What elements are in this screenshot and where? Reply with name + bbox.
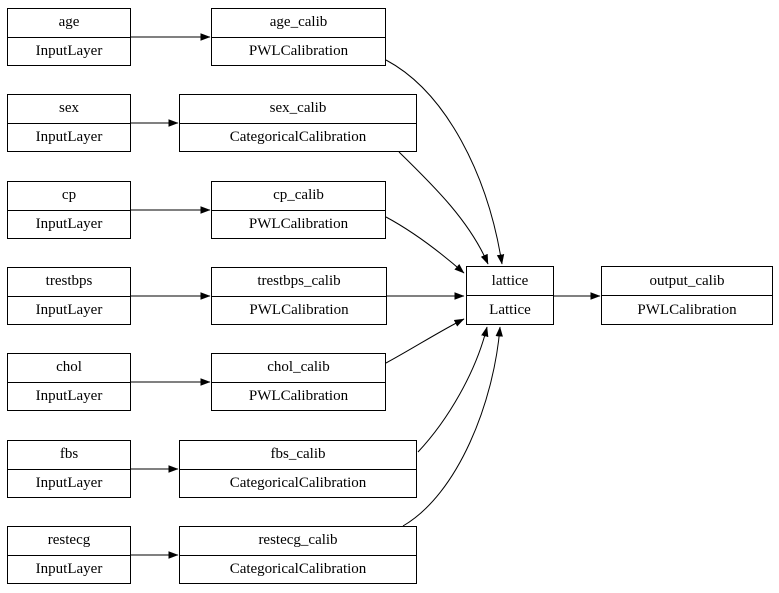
node-sex — [7, 94, 131, 152]
node-sex_calib-subtitle: CategoricalCalibration — [180, 123, 416, 152]
node-lattice — [466, 266, 554, 325]
node-chol_calib — [211, 353, 386, 411]
node-age_calib-subtitle: PWLCalibration — [212, 37, 385, 66]
node-age-subtitle: InputLayer — [8, 37, 130, 66]
edge-chol_calib-to-lattice — [386, 319, 464, 363]
node-chol_calib-subtitle: PWLCalibration — [212, 382, 385, 411]
node-output_calib — [601, 266, 773, 325]
node-chol-subtitle: InputLayer — [8, 382, 130, 411]
edge-cp_calib-to-lattice — [386, 217, 464, 273]
node-cp_calib-title: cp_calib — [273, 187, 324, 204]
node-trestbps_calib-subtitle: PWLCalibration — [212, 296, 386, 325]
node-age_calib — [211, 8, 386, 66]
node-restecg_calib-title: restecg_calib — [258, 532, 338, 549]
node-fbs — [7, 440, 131, 498]
node-sex-subtitle: InputLayer — [8, 123, 130, 152]
node-restecg-title: restecg — [47, 532, 91, 549]
node-fbs_calib-title: fbs_calib — [270, 446, 326, 463]
node-fbs_calib-subtitle: CategoricalCalibration — [180, 469, 416, 498]
node-cp_calib — [211, 181, 386, 239]
node-fbs_calib — [179, 440, 417, 498]
edge-age_calib-to-lattice — [386, 60, 502, 264]
node-chol-title: chol — [56, 359, 82, 376]
node-fbs-title: fbs — [59, 446, 79, 463]
node-age — [7, 8, 131, 66]
node-restecg_calib-subtitle: CategoricalCalibration — [180, 555, 416, 584]
node-restecg — [7, 526, 131, 584]
node-trestbps_calib — [211, 267, 387, 325]
edge-restecg_calib-to-lattice — [403, 327, 500, 526]
edge-fbs_calib-to-lattice — [418, 327, 487, 452]
node-cp-subtitle: InputLayer — [8, 210, 130, 239]
node-sex-title: sex — [59, 100, 79, 117]
node-age-title: age — [58, 14, 80, 31]
node-cp_calib-subtitle: PWLCalibration — [212, 210, 385, 239]
node-chol_calib-title: chol_calib — [267, 359, 330, 376]
node-trestbps_calib-title: trestbps_calib — [257, 273, 341, 290]
node-restecg_calib — [179, 526, 417, 584]
node-trestbps-subtitle: InputLayer — [8, 296, 130, 325]
node-cp — [7, 181, 131, 239]
node-restecg-subtitle: InputLayer — [8, 555, 130, 584]
node-chol — [7, 353, 131, 411]
node-lattice-subtitle: Lattice — [467, 295, 553, 324]
node-fbs-subtitle: InputLayer — [8, 469, 130, 498]
node-trestbps-title: trestbps — [45, 273, 93, 290]
node-age_calib-title: age_calib — [269, 14, 328, 31]
node-sex_calib-title: sex_calib — [269, 100, 327, 117]
node-output_calib-subtitle: PWLCalibration — [602, 295, 772, 324]
node-trestbps — [7, 267, 131, 325]
node-cp-title: cp — [61, 187, 77, 204]
node-sex_calib — [179, 94, 417, 152]
node-output_calib-title: output_calib — [649, 272, 725, 289]
node-lattice-title: lattice — [491, 272, 529, 289]
